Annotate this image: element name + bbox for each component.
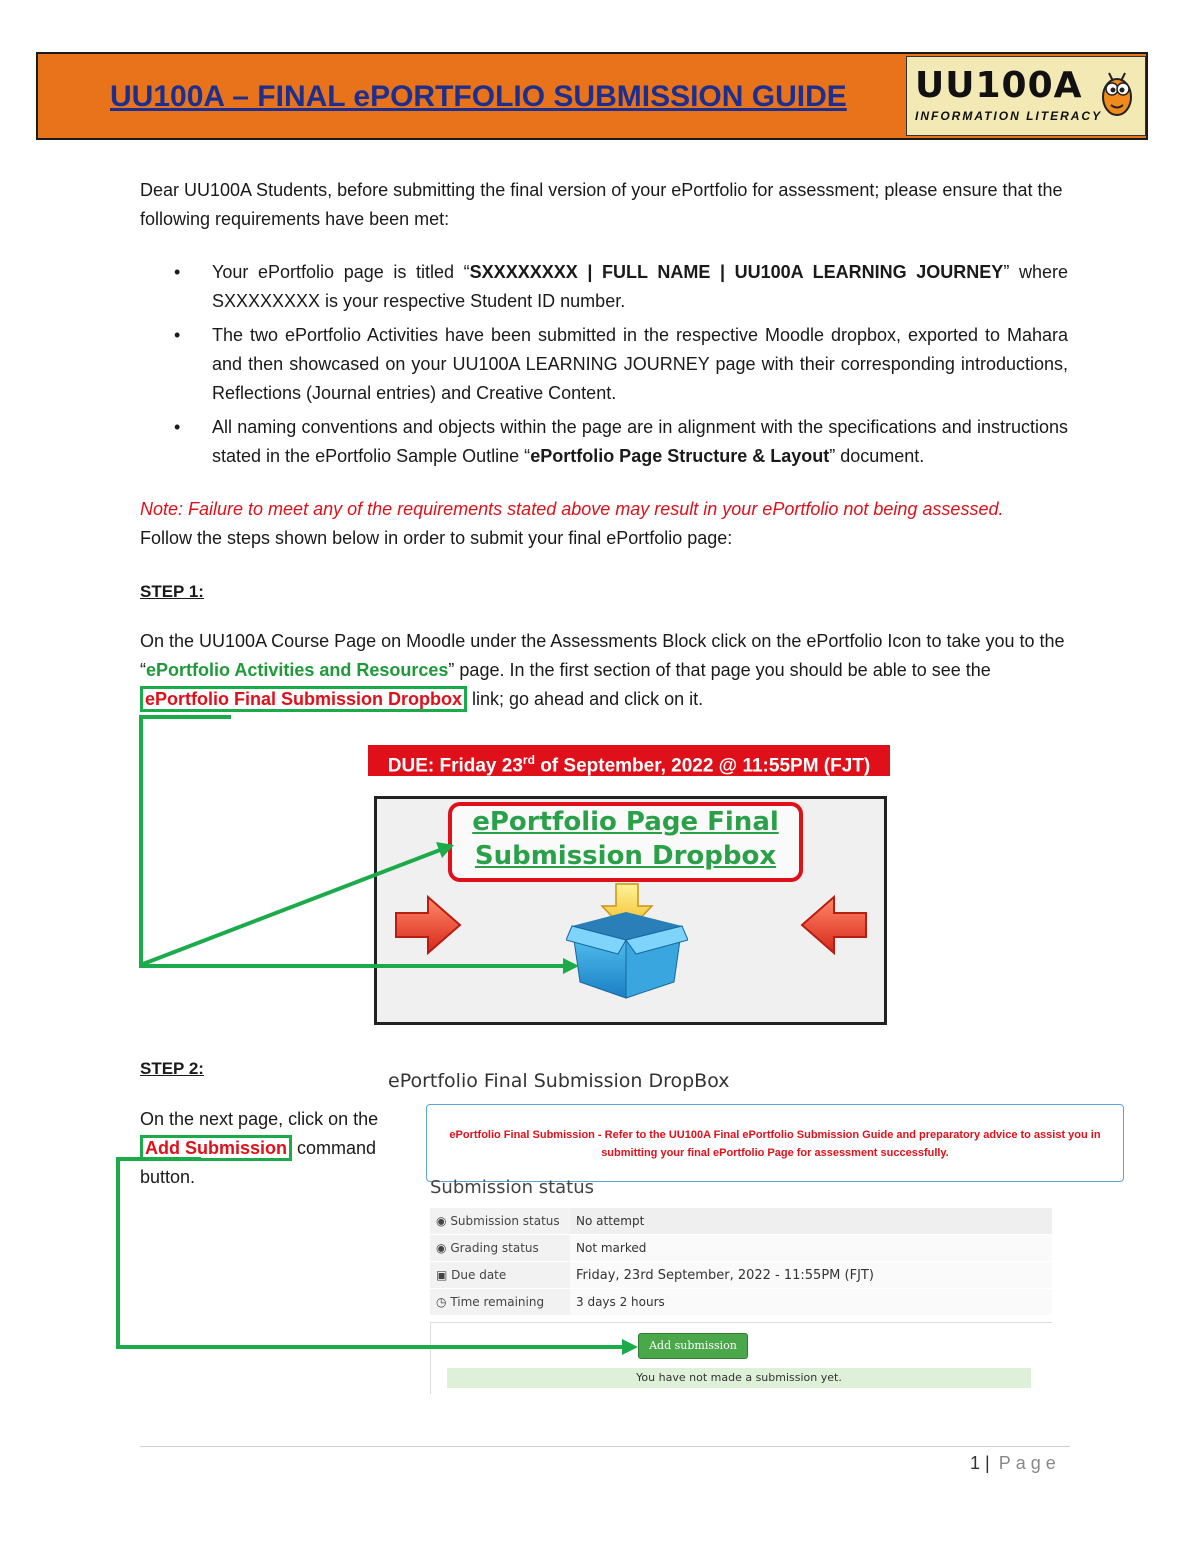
due-rest: of September, 2022 @ 11:55PM (FJT) — [534, 755, 871, 777]
row-value: Friday, 23rd September, 2022 - 11:55PM (FJT) — [570, 1262, 1052, 1289]
submission-status-heading: Submission status — [430, 1177, 595, 1198]
warning-note: Note: Failure to meet any of the requirements stated above may result in your ePortfolio not being assessed. — [140, 499, 1004, 519]
logo-subtitle: INFORMATION LITERACY — [915, 109, 1103, 123]
no-submission-notice: You have not made a submission yet. — [447, 1368, 1031, 1388]
outline-document-name: ePortfolio Page Structure & Layout — [530, 446, 830, 466]
dropbox-link-line2: Submission Dropbox — [474, 841, 777, 871]
row-value: 3 days 2 hours — [570, 1289, 1052, 1316]
row-label: Due date — [451, 1268, 507, 1282]
requirement-text: The two ePortfolio Activities have been submitted in the respective Moodle dropbox, exported to Mahara and then showcased on your UU100A LEARNING JOURNEY page with their corresponding introductions, Reflections (Journal entries) and Creative Content. — [212, 325, 1068, 403]
footer-separator: | — [985, 1453, 990, 1473]
page-label: Page — [998, 1453, 1061, 1473]
info-alert-text: ePortfolio Final Submission - Refer to the UU100A Final ePortfolio Submission Guide and preparatory advice to assist you in submitting your final ePortfolio Page for assessment successfully. — [449, 1129, 1101, 1159]
intro-paragraph: Dear UU100A Students, before submitting the final version of your ePortfolio for assessment; please ensure that the following requirements have been met: — [140, 180, 1063, 229]
row-label: Grading status — [450, 1241, 539, 1255]
clock-icon: ◷ — [436, 1295, 447, 1309]
calendar-icon: ▣ — [436, 1268, 448, 1282]
add-submission-reference: Add Submission — [140, 1135, 292, 1161]
step1-text: ” page. In the first section of that page you should be able to see the — [448, 660, 991, 680]
moodle-page-title: ePortfolio Final Submission DropBox — [388, 1070, 730, 1092]
step1-text: On the UU100A Course Page on Moodle under the Assessments Block click on the ePortfolio Icon to take you to the “ — [140, 631, 1065, 680]
row-label: Time remaining — [450, 1295, 545, 1309]
page-footer — [970, 1453, 1061, 1474]
step1-heading: STEP 1: — [140, 582, 204, 601]
row-label: Submission status — [450, 1214, 560, 1228]
requirement-title-format: SXXXXXXXX | FULL NAME | UU100A LEARNING JOURNEY — [469, 262, 1004, 282]
step1-text: link; go ahead and click on it. — [467, 689, 704, 709]
page-number: 1 — [970, 1453, 981, 1473]
logo-text: UU100A — [915, 65, 1083, 106]
follow-steps-text: Follow the steps shown below in order to submit your final ePortfolio page: — [140, 528, 733, 548]
requirement-text: ” where SXXXXXXXX is your respective Student ID number. — [212, 262, 1068, 311]
step2-text: On the next page, click on the — [140, 1109, 379, 1129]
requirement-text: ” document. — [829, 446, 925, 466]
bullet-icon: • — [174, 262, 181, 282]
add-submission-button[interactable]: Add submission — [638, 1333, 748, 1359]
due-label: DUE: — [387, 755, 440, 777]
due-day-suffix: rd — [522, 753, 535, 767]
row-value: Not marked — [570, 1235, 1052, 1262]
final-submission-dropbox-link[interactable]: ePortfolio Final Submission Dropbox — [140, 686, 467, 712]
due-day: Friday 23 — [439, 755, 523, 777]
step2-heading: STEP 2: — [140, 1059, 204, 1078]
requirement-text: Your ePortfolio page is titled “ — [212, 262, 470, 282]
bullet-icon: • — [174, 325, 181, 345]
document-title: UU100A – FINAL ePORTFOLIO SUBMISSION GUIDE — [110, 80, 847, 113]
activities-resources-link[interactable]: ePortfolio Activities and Resources — [146, 660, 449, 680]
info-icon: ◉ — [436, 1241, 447, 1255]
row-value: No attempt — [570, 1208, 1052, 1235]
requirement-text: All naming conventions and objects within the page are in alignment with the specifications and instructions stated in the ePortfolio Sample Outline “ — [212, 417, 1068, 466]
dropbox-link-line1: ePortfolio Page Final — [472, 807, 779, 837]
bullet-icon: • — [174, 417, 181, 437]
footer-divider — [140, 1446, 1070, 1447]
step2-text: command button. — [140, 1138, 377, 1187]
info-icon: ◉ — [436, 1214, 447, 1228]
